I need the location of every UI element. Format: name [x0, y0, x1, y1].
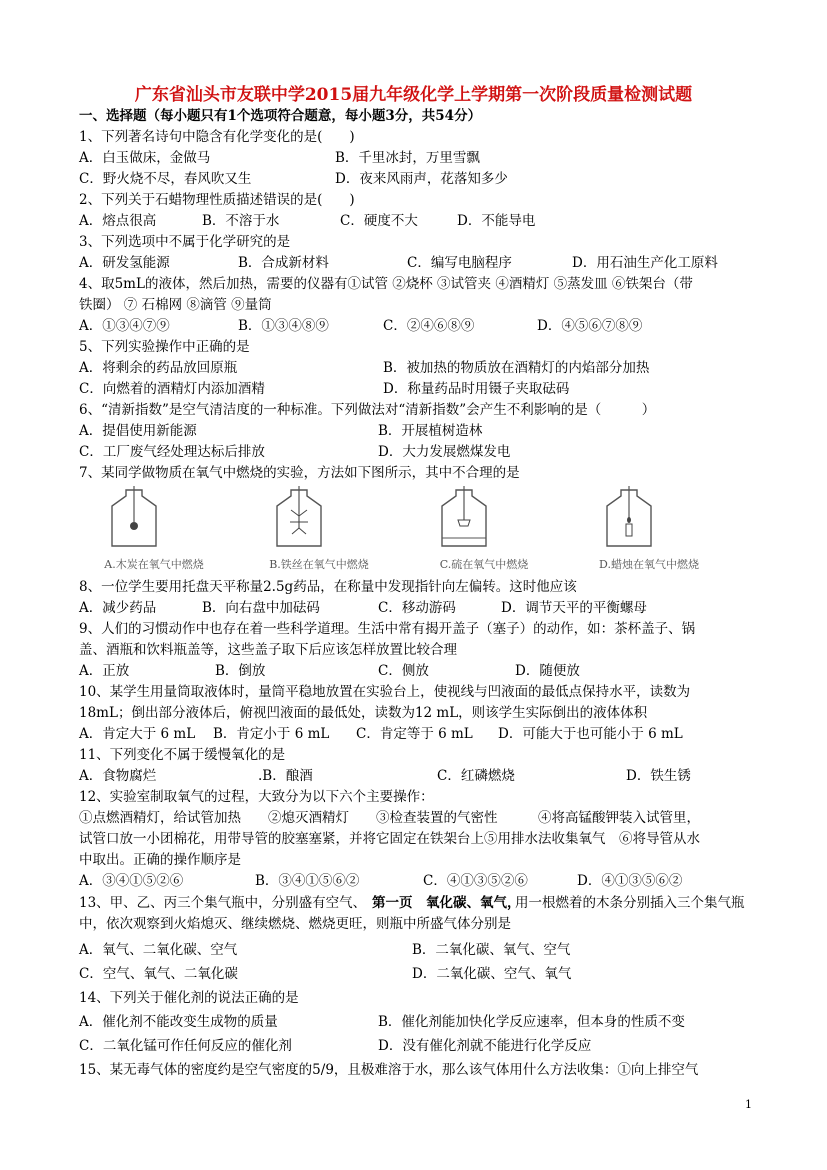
option-a: A．减少药品 [79, 600, 157, 616]
option-c: C．工厂废气经处理达标后排放 [79, 444, 265, 460]
option-b: B．向右盘中加砝码 [202, 600, 320, 616]
option-c: C．野火烧不尽，春风吹又生 [79, 171, 252, 187]
figure-iron-wire [244, 484, 394, 576]
option-b: B．催化剂能加快化学反应速率，但本身的性质不变 [378, 1014, 685, 1030]
option-a: A．肯定大于 6 mL [79, 726, 196, 742]
option-d: D．随便放 [515, 663, 580, 679]
page-title: 广东省汕头市友联中学2015届九年级化学上学期第一次阶段质量检测试题 [134, 85, 693, 105]
page-number: 1 [745, 1098, 752, 1111]
option-d: D．夜来风雨声，花落知多少 [335, 171, 508, 187]
option-a: A．熔点很高 [79, 213, 157, 229]
option-a: A．正放 [79, 663, 130, 679]
question-stem: 4、取5mL的液体，然后加热，需要的仪器有①试管 ②烧杯 ③试管夹 ④酒精灯 ⑤蒸发皿 ⑥铁架台（带 [79, 276, 693, 292]
option-a: A．①③④⑦⑨ [79, 318, 170, 334]
option-b: B．二氧化碳、氧气、空气 [412, 942, 571, 958]
option-a: A．白玉做床，金做马 [79, 150, 211, 166]
option-d: D．用石油生产化工原料 [572, 255, 718, 271]
question-stem: 13、甲、乙、丙三个集气瓶中，分别盛有空气、 [79, 895, 367, 911]
question-stem-cont: 中，依次观察到火焰熄灭、继续燃烧、燃烧更旺，则瓶中所盛气体分别是 [79, 916, 511, 932]
question-stem: 14、下列关于催化剂的说法正确的是 [79, 990, 299, 1006]
option-d: D．④①③⑤⑥② [577, 873, 683, 889]
gas-jar-charcoal-icon [104, 484, 164, 554]
question-stem-cont: 用一根燃着的木条分别插入三个集气瓶 [515, 895, 745, 911]
question-stem: 7、某同学做物质在氧气中燃烧的实验，方法如下图所示，其中不合理的是 [79, 465, 520, 481]
option-c: C．硬度不大 [340, 213, 418, 229]
question-stem: 11、下列变化不属于缓慢氧化的是 [79, 747, 286, 763]
option-d: D．调节天平的平衡螺母 [501, 600, 647, 616]
option-c: C．空气、氧气、二氧化碳 [79, 966, 238, 982]
option-d: D．铁生锈 [626, 768, 691, 784]
gas-jar-iron-icon [269, 484, 329, 554]
option-d: D．④⑤⑥⑦⑧⑨ [537, 318, 643, 334]
question-stem: 9、人们的习惯动作中也存在着一些科学道理。生活中常有揭开盖子（塞子）的动作，如：茶杯盖子、锅 [79, 621, 696, 637]
question-stem-cont: 铁圈） ⑦ 石棉网 ⑧滴管 ⑨量筒 [79, 297, 272, 313]
option-d: D．可能大于也可能小于 6 mL [498, 726, 683, 742]
option-a: A．氧气、二氧化碳、空气 [79, 942, 238, 958]
option-c: C．侧放 [378, 663, 429, 679]
option-c: C．肯定等于 6 mL [356, 726, 473, 742]
option-d: D．没有催化剂就不能进行化学反应 [378, 1038, 592, 1054]
option-b: B．倒放 [215, 663, 266, 679]
page-footer-label: 第一页 氧化碳、氧气， [372, 895, 521, 911]
question-stem: 12、实验室制取氧气的过程，大致分为以下六个主要操作： [79, 789, 434, 805]
question-stem: 2、下列关于石蜡物理性质描述错误的是( ) [79, 192, 355, 208]
option-a: A．食物腐烂 [79, 768, 157, 784]
option-c: C．红磷燃烧 [437, 768, 515, 784]
option-c: C．二氧化锰可作任何反应的催化剂 [79, 1038, 292, 1054]
question-stem: 15、某无毒气体的密度约是空气密度的5/9，且极难溶于水，那么该气体用什么方法收集：①向上排空气 [79, 1062, 699, 1078]
option-d: D．称量药品时用镊子夹取砝码 [383, 381, 570, 397]
option-a: A．催化剂不能改变生成物的质量 [79, 1014, 278, 1030]
option-c: C．④①③⑤②⑥ [423, 873, 528, 889]
option-b: B．不溶于水 [202, 213, 280, 229]
figure-caption: B.铁丝在氧气中燃烧 [269, 558, 369, 571]
gas-jar-candle-icon [599, 484, 659, 554]
option-c: C．移动游码 [378, 600, 456, 616]
option-a: A．提倡使用新能源 [79, 423, 197, 439]
option-b: B．被加热的物质放在酒精灯的内焰部分加热 [383, 360, 650, 376]
figure-sulfur [409, 484, 559, 576]
option-a: A．研发氢能源 [79, 255, 170, 271]
question-stem-cont: 盖、酒瓶和饮料瓶盖等，这些盖子取下后应该怎样放置比较合理 [79, 642, 457, 658]
option-c: C．向燃着的酒精灯内添加酒精 [79, 381, 265, 397]
option-c: C．②④⑥⑧⑨ [383, 318, 475, 334]
option-b: B．合成新材料 [238, 255, 329, 271]
option-a: A．③④①⑤②⑥ [79, 873, 184, 889]
experiment-figures [79, 484, 739, 576]
option-c: C．编写电脑程序 [407, 255, 512, 271]
figure-caption: D.蜡烛在氧气中燃烧 [599, 558, 699, 571]
option-b: B．①③④⑧⑨ [238, 318, 329, 334]
question-stem-cont: 18mL；倒出部分液体后，俯视凹液面的最低处，读数为12 mL，则该学生实际倒出的液体体积 [79, 705, 648, 721]
question-stem: 1、下列著名诗句中隐含有化学变化的是( ) [79, 129, 355, 145]
option-b: B．开展植树造林 [378, 423, 483, 439]
option-b: B．肯定小于 6 mL [213, 726, 330, 742]
gas-jar-sulfur-icon [434, 484, 494, 554]
option-d: D．二氧化碳、空气、氧气 [412, 966, 572, 982]
question-stem: 10、某学生用量筒取液体时，量筒平稳地放置在实验台上，使视线与凹液面的最低点保持水平，读数为 [79, 684, 691, 700]
question-stem-cont: 试管口放一小团棉花，用带导管的胶塞塞紧，并将它固定在铁架台上⑤用排水法收集氧气 ⑥将导管从水 [79, 831, 700, 847]
option-b: B．千里冰封，万里雪飘 [335, 150, 480, 166]
figure-candle [574, 484, 724, 576]
question-stem: 8、一位学生要用托盘天平称量2.5g药品，在称量中发现指针向左偏转。这时他应该 [79, 579, 577, 595]
option-b: B．③④①⑤⑥② [255, 873, 360, 889]
question-stem: 5、下列实验操作中正确的是 [79, 339, 250, 355]
question-stem: 6、“清新指数”是空气清洁度的一种标准。下列做法对“清新指数”会产生不利影响的是（ ） [79, 402, 656, 418]
question-stem-cont: 中取出。正确的操作顺序是 [79, 852, 241, 868]
option-d: D．大力发展燃煤发电 [378, 444, 511, 460]
figure-caption: C.硫在氧气中燃烧 [439, 558, 529, 571]
option-a: A．将剩余的药品放回原瓶 [79, 360, 238, 376]
option-b: .B．酿酒 [258, 768, 313, 784]
option-d: D．不能导电 [457, 213, 536, 229]
question-stem: 3、下列选项中不属于化学研究的是 [79, 234, 291, 250]
section-heading: 一、选择题（每小题只有1个选项符合题意，每小题3分，共54分） [79, 108, 482, 124]
figure-caption: A.木炭在氧气中燃烧 [104, 558, 204, 571]
question-stem-cont: ①点燃酒精灯，给试管加热 ②熄灭酒精灯 ③检查装置的气密性 ④将高锰酸钾装入试管里， [79, 810, 700, 826]
figure-charcoal [79, 484, 229, 576]
